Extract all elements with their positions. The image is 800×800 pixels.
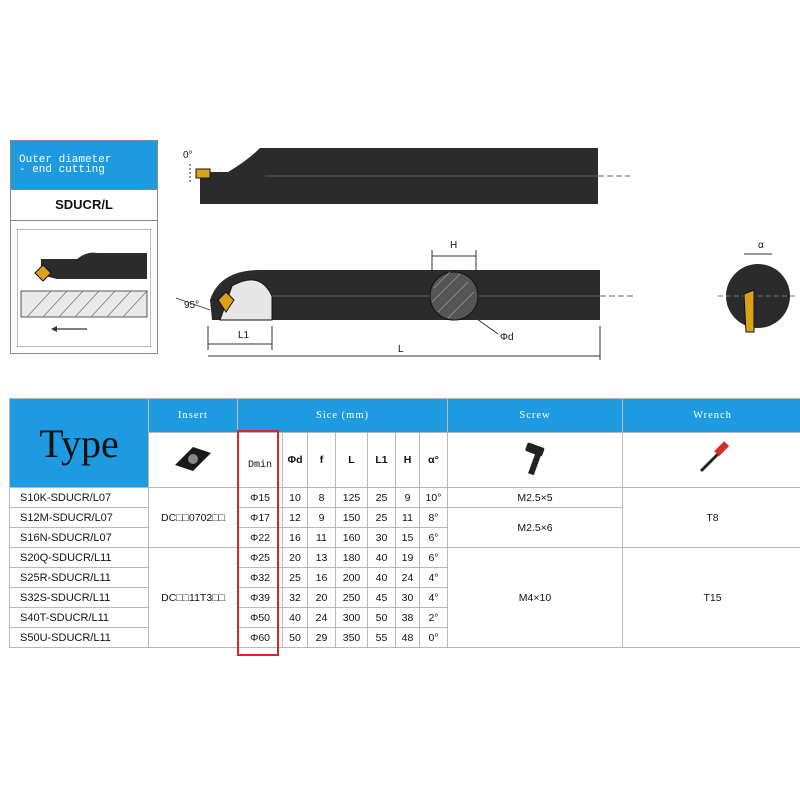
alpha-label: α [758, 240, 764, 251]
row-a: 2° [420, 608, 448, 628]
wrench-spec: T15 [623, 548, 800, 648]
row-type: S25R-SDUCR/L11 [10, 568, 149, 588]
col-header-screw: Screw [448, 399, 623, 433]
col-header-wrench: Wrench [623, 399, 800, 433]
col-dmin: Dmin [238, 433, 283, 488]
row-a: 6° [420, 548, 448, 568]
row-l: 350 [336, 628, 368, 648]
spec-table [9, 398, 800, 648]
col-alpha: α° [420, 433, 448, 488]
side-angle-label: 95° [184, 300, 200, 311]
card-heading-line1: Outer diameter [19, 154, 112, 166]
dmin-highlight-box [237, 430, 279, 656]
row-d: 25 [283, 568, 308, 588]
row-l: 200 [336, 568, 368, 588]
row-f: 9 [308, 508, 336, 528]
row-type: S20Q-SDUCR/L11 [10, 548, 149, 568]
row-l: 180 [336, 548, 368, 568]
row-dmin: Φ60 [238, 628, 283, 648]
row-l1: 55 [368, 628, 396, 648]
row-d: 12 [283, 508, 308, 528]
row-l1: 50 [368, 608, 396, 628]
row-f: 8 [308, 488, 336, 508]
insert-icon [149, 433, 238, 488]
row-h: 30 [396, 588, 420, 608]
col-header-insert: Insert [149, 399, 238, 433]
row-f: 29 [308, 628, 336, 648]
row-l1: 25 [368, 508, 396, 528]
row-l1: 30 [368, 528, 396, 548]
row-type: S10K-SDUCR/L07 [10, 488, 149, 508]
row-l: 150 [336, 508, 368, 528]
row-d: 40 [283, 608, 308, 628]
row-l1: 25 [368, 488, 396, 508]
row-d: 50 [283, 628, 308, 648]
row-type: S32S-SDUCR/L11 [10, 588, 149, 608]
card-heading-line2: - end cutting [19, 164, 105, 176]
row-type: S12M-SDUCR/L07 [10, 508, 149, 528]
row-a: 8° [420, 508, 448, 528]
dim-l1-label: L1 [238, 330, 250, 341]
row-type: S40T-SDUCR/L11 [10, 608, 149, 628]
tool-drawing [160, 120, 640, 380]
row-d: 32 [283, 588, 308, 608]
row-dmin: Φ17 [238, 508, 283, 528]
row-l1: 40 [368, 568, 396, 588]
row-dmin: Φ25 [238, 548, 283, 568]
wrench-icon [623, 433, 800, 488]
dim-h-label: H [450, 240, 458, 251]
row-h: 19 [396, 548, 420, 568]
col-phid: Φd [283, 433, 308, 488]
row-l: 160 [336, 528, 368, 548]
row-a: 4° [420, 568, 448, 588]
row-dmin: Φ32 [238, 568, 283, 588]
screw-spec: M2.5×6 [448, 508, 623, 548]
row-dmin: Φ39 [238, 588, 283, 608]
row-d: 16 [283, 528, 308, 548]
row-h: 48 [396, 628, 420, 648]
row-h: 38 [396, 608, 420, 628]
tool-type-card [10, 140, 158, 354]
row-dmin: Φ50 [238, 608, 283, 628]
row-h: 24 [396, 568, 420, 588]
row-a: 0° [420, 628, 448, 648]
row-l1: 40 [368, 548, 396, 568]
insert-code: DC□□11T3□□ [149, 548, 238, 648]
table-row [10, 548, 800, 568]
row-f: 11 [308, 528, 336, 548]
col-f: f [308, 433, 336, 488]
row-d: 20 [283, 548, 308, 568]
row-f: 20 [308, 588, 336, 608]
row-h: 15 [396, 528, 420, 548]
row-dmin: Φ15 [238, 488, 283, 508]
row-a: 4° [420, 588, 448, 608]
screw-spec: M2.5×5 [448, 488, 623, 508]
boring-illustration [17, 229, 151, 347]
dim-l-label: L [398, 344, 404, 355]
dim-phid-label: Φd [500, 332, 514, 343]
card-heading [11, 141, 157, 189]
row-type: S50U-SDUCR/L11 [10, 628, 149, 648]
row-type: S16N-SDUCR/L07 [10, 528, 149, 548]
row-a: 6° [420, 528, 448, 548]
card-model: SDUCR/L [11, 189, 157, 221]
col-header-type: Type [10, 399, 149, 488]
screw-icon [448, 433, 623, 488]
row-dmin: Φ22 [238, 528, 283, 548]
row-f: 16 [308, 568, 336, 588]
row-l: 250 [336, 588, 368, 608]
row-l: 125 [336, 488, 368, 508]
row-d: 10 [283, 488, 308, 508]
row-h: 11 [396, 508, 420, 528]
row-h: 9 [396, 488, 420, 508]
screw-spec: M4×10 [448, 548, 623, 648]
top-angle-label: 0° [183, 150, 193, 161]
col-l: L [336, 433, 368, 488]
row-l1: 45 [368, 588, 396, 608]
col-header-size: Sice (mm) [238, 399, 448, 433]
col-l1: L1 [368, 433, 396, 488]
col-h: H [396, 433, 420, 488]
row-a: 10° [420, 488, 448, 508]
row-l: 300 [336, 608, 368, 628]
insert-code: DC□□0702□□ [149, 488, 238, 548]
row-f: 13 [308, 548, 336, 568]
wrench-spec: T8 [623, 488, 800, 548]
row-f: 24 [308, 608, 336, 628]
table-row [10, 488, 800, 508]
end-view-drawing [718, 236, 798, 346]
